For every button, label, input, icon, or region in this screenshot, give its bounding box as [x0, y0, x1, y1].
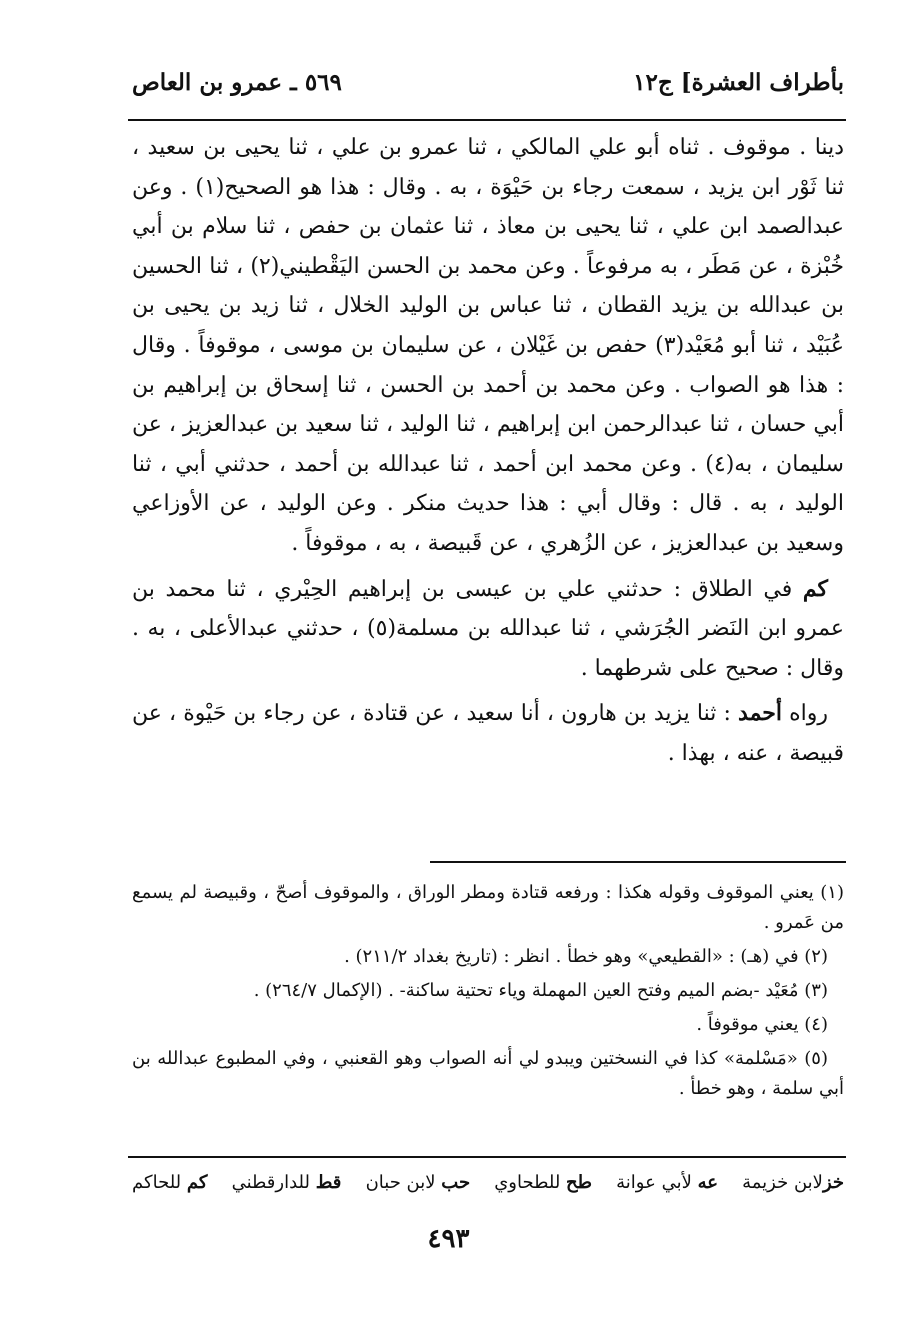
abbreviation-name: لابن حبان — [365, 1172, 436, 1193]
paragraph-3-pre: رواه — [782, 701, 828, 727]
main-text — [132, 128, 844, 774]
footnote-4: (٤) يعني موقوفاً . — [696, 1014, 828, 1035]
section-title: ٥٦٩ ـ عمرو بن العاص — [132, 68, 342, 96]
header-divider — [128, 119, 846, 121]
paragraph-3 — [132, 694, 844, 773]
footnote-1: (١) يعني الموقوف وقوله هكذا : ورفعه قتادة ومطر الوراق ، والموقوف أصحّ ، وقبيصة لم يسمع من عَمرو . — [132, 882, 844, 933]
paragraph-3-text: : ثنا يزيد بن هارون ، أنا سعيد ، عن قتادة ، عن رجاء بن حَيْوة ، عن قبيصة ، عنه ، بهذا . — [132, 701, 844, 766]
paragraph-2-lead: كم — [802, 575, 828, 602]
abbreviation-item — [494, 1166, 592, 1200]
abbreviation-item — [742, 1166, 844, 1200]
abbreviation-name: لابن خزيمة — [742, 1172, 823, 1193]
abbreviation-code: قط — [315, 1172, 342, 1193]
footnote-divider — [430, 861, 846, 863]
abbreviation-item — [132, 1166, 207, 1200]
paragraph-2 — [132, 570, 844, 689]
paragraph-1: دينا . موقوف . ثناه أبو علي المالكي ، ثنا عمرو بن علي ، ثنا يحيى بن سعيد ، ثنا ثَوْر ابن يزيد ، سمعت رجاء بن حَيْوَة ، به . وقال : هذا هو الصحيح(١) . وعن عبدالصمد ابن علي ، ثنا يحيى بن معاذ ، ثنا عثمان بن حفص ، ثنا سلام بن أبي خُبْزة ، عن مَطَر ، به مرفوعاً . وعن محمد بن الحسن اليَقْطيني(٢) ، ثنا الحسين بن عبدالله بن يزيد القطان ، ثنا عباس بن الوليد الخلال ، ثنا زيد بن يحيى بن عُبَيْد ، ثنا أبو مُعَيْد(٣) حفص بن غَيْلان ، عن سليمان بن موسى ، موقوفاً . وقال : هذا هو الصواب . وعن محمد بن أحمد بن الحسن ، ثنا إسحاق بن إبراهيم بن أبي حسان ، ثنا عبدالرحمن ابن إبراهيم ، ثنا الوليد ، ثنا سعيد بن عبدالعزيز ، عن سليمان ، به(٤) . وعن محمد ابن أحمد ، ثنا عبدالله بن أحمد ، حدثني أبي ، ثنا الوليد ، به . قال : وقال أبي : هذا حديث منكر . وعن الوليد ، عن الأوزاعي وسعيد بن عبدالعزيز ، عن الزُهري ، عن قَبيصة ، به ، موقوفاً . — [132, 135, 845, 556]
abbreviation-code: كم — [186, 1172, 208, 1193]
book-title: بأطراف العشرة] ج١٢ — [633, 68, 844, 96]
abbreviation-code: عه — [697, 1172, 718, 1193]
abbreviation-name: للطحاوي — [494, 1172, 561, 1193]
abbreviation-name: للحاكم — [132, 1172, 182, 1193]
paragraph-3-name: أحمد — [738, 700, 782, 727]
abbreviation-divider — [128, 1156, 846, 1158]
page-number: ٤٩٣ — [427, 1224, 470, 1254]
footnote-5: (٥) «مَسْلمة» كذا في النسختين ويبدو لي أنه الصواب وهو القعنبي ، وفي المطبوع عبدالله بن أبي سلمة ، وهو خطأ . — [132, 1048, 844, 1099]
abbreviation-item — [366, 1166, 471, 1200]
footnotes — [132, 878, 844, 1108]
footnote-3: (٣) مُعَيْد -بضم الميم وفتح العين المهملة وياء تحتية ساكنة- . (الإكمال ٢٦٤/٧) . — [253, 980, 828, 1001]
abbreviation-item — [616, 1166, 718, 1200]
abbreviation-code: خز — [822, 1172, 844, 1193]
abbreviation-item — [232, 1166, 342, 1200]
abbreviation-code: حب — [441, 1172, 471, 1193]
paragraph-2-text: في الطلاق : حدثني علي بن عيسى بن إبراهيم الحِيْري ، ثنا محمد بن عمرو ابن النَضر الجُرَشي ، ثنا عبدالله بن مسلمة(٥) ، حدثني عبدالأعلى ، به . وقال : صحيح على شرطهما . — [132, 576, 844, 681]
running-header — [132, 62, 844, 102]
abbreviation-key — [132, 1166, 844, 1200]
abbreviation-name: لأبي عوانة — [616, 1172, 692, 1193]
footnote-2: (٢) في (هـ) : «القطيعي» وهو خطأ . انظر : (تاريخ بغداد ٢١١/٢) . — [344, 946, 828, 967]
abbreviation-code: طح — [566, 1172, 592, 1193]
abbreviation-name: للدارقطني — [231, 1172, 310, 1193]
